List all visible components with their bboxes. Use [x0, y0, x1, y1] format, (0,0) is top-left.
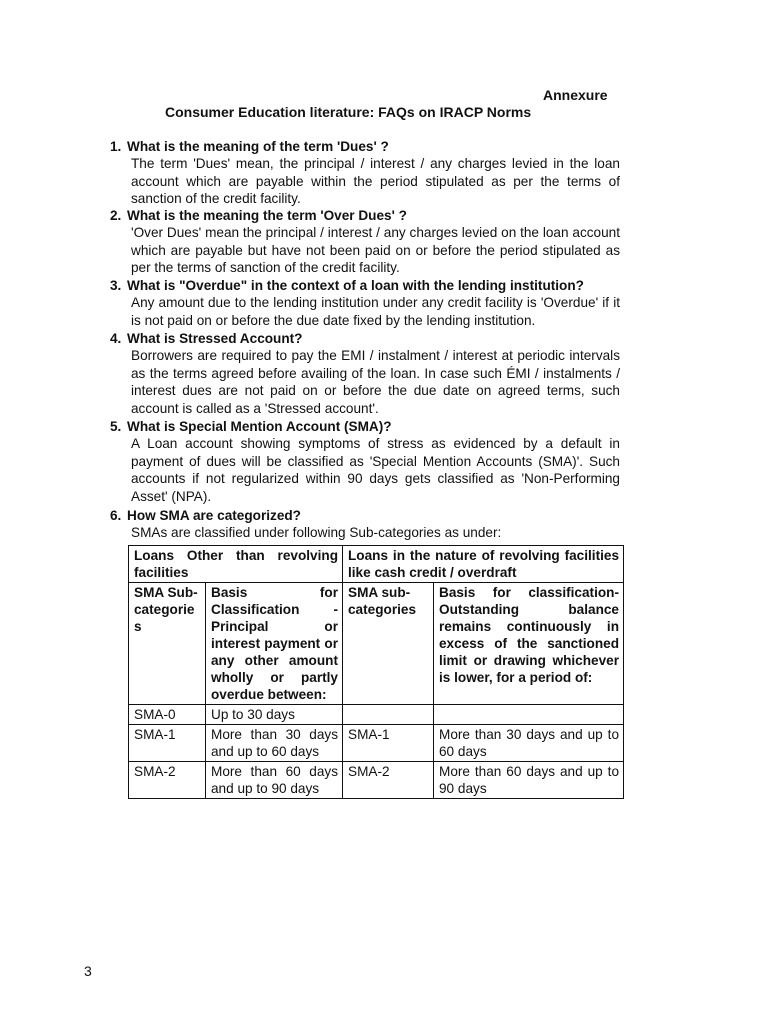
table-cell: [434, 705, 624, 725]
table-cell: SMA-0: [129, 705, 206, 725]
faq-item-6: [110, 507, 620, 542]
faq-answer: Borrowers are required to pay the EMI / instalment / interest at periodic intervals as the terms agreed before availing of the loan. In case such ÉMI / instalments / interest dues are not paid on or before the due date on agreed terms, such account is called as a 'Stressed account'.: [131, 348, 620, 416]
sma-table-wrapper: [128, 545, 624, 799]
faq-question: [110, 330, 620, 347]
group-header-revolving: Loans in the nature of revolving facilities like cash credit / overdraft: [343, 546, 624, 583]
faq-question: [110, 207, 620, 224]
faq-number: 3.: [110, 278, 122, 293]
faq-question: [110, 507, 620, 524]
faq-item-5: [110, 418, 620, 505]
faq-answer: SMAs are classified under following Sub-categories as under:: [131, 525, 502, 540]
faq-number: 2.: [110, 208, 122, 223]
faq-item-3: [110, 277, 620, 329]
faq-answer: 'Over Dues' mean the principal / interest / any charges levied on the loan account which are payable but have not been paid on or before the period stipulated as per the terms of sanction of the credit facility.: [131, 225, 620, 275]
faq-number: 4.: [110, 331, 122, 346]
table-cell: Up to 30 days: [206, 705, 343, 725]
column-header-basis-outstanding: Basis for classification- Outstanding balance remains continuously in excess of the sanctioned limit or drawing whichever is lower, for a period of:: [434, 583, 624, 705]
faq-question: [110, 138, 620, 155]
table-row: [129, 762, 624, 799]
table-cell: More than 60 days and up to 90 days: [206, 762, 343, 799]
faq-question-text: What is "Overdue" in the context of a loan with the lending institution?: [127, 278, 584, 293]
table-cell: More than 60 days and up to 90 days: [434, 762, 624, 799]
annexure-label: Annexure: [543, 87, 608, 103]
column-header-sma-subcategories: SMA Sub-categories: [129, 583, 206, 705]
faq-answer: The term 'Dues' mean, the principal / interest / any charges levied in the loan account which are payable within the period stipulated as per the terms of sanction of the credit facility.: [131, 156, 620, 206]
table-column-header-row: [129, 583, 624, 705]
table-cell: More than 30 days and up to 60 days: [434, 725, 624, 762]
table-cell: SMA-1: [343, 725, 434, 762]
table-cell: SMA-2: [343, 762, 434, 799]
faq-item-4: [110, 330, 620, 417]
faq-item-2: [110, 207, 620, 277]
faq-question-text: What is the meaning of the term 'Dues' ?: [127, 139, 389, 154]
table-group-header-row: [129, 546, 624, 583]
faq-answer: A Loan account showing symptoms of stress as evidenced by a default in payment of dues will be classified as 'Special Mention Accounts (SMA)'. Such accounts if not regularized within 90 days gets classified as 'Non-Performing Asset' (NPA).: [131, 436, 620, 504]
column-header-basis-overdue: Basis for Classification - Principal or interest payment or any other amount wholly or partly overdue between:: [206, 583, 343, 705]
table-cell: SMA-2: [129, 762, 206, 799]
faq-answer: Any amount due to the lending institution under any credit facility is 'Overdue' if it is not paid on or before the due date fixed by the lending institution.: [131, 295, 620, 328]
table-cell: SMA-1: [129, 725, 206, 762]
group-header-non-revolving: Loans Other than revolving facilities: [129, 546, 343, 583]
faq-question-text: What is Special Mention Account (SMA)?: [127, 419, 392, 434]
sma-classification-table: [128, 545, 624, 799]
table-cell: [343, 705, 434, 725]
table-row: [129, 725, 624, 762]
faq-number: 1.: [110, 139, 122, 154]
page-number: 3: [84, 963, 92, 979]
faq-question: [110, 418, 620, 435]
faq-number: 5.: [110, 419, 122, 434]
faq-question: [110, 277, 620, 294]
faq-question-text: How SMA are categorized?: [127, 508, 301, 523]
column-header-sma-subcategories-revolving: SMA sub-categories: [343, 583, 434, 705]
table-row: [129, 705, 624, 725]
table-cell: More than 30 days and up to 60 days: [206, 725, 343, 762]
document-title: Consumer Education literature: FAQs on IRACP Norms: [165, 104, 532, 120]
faq-item-1: [110, 138, 620, 208]
faq-number: 6.: [110, 508, 122, 523]
faq-question-text: What is the meaning the term 'Over Dues' ?: [127, 208, 407, 223]
faq-question-text: What is Stressed Account?: [127, 331, 303, 346]
